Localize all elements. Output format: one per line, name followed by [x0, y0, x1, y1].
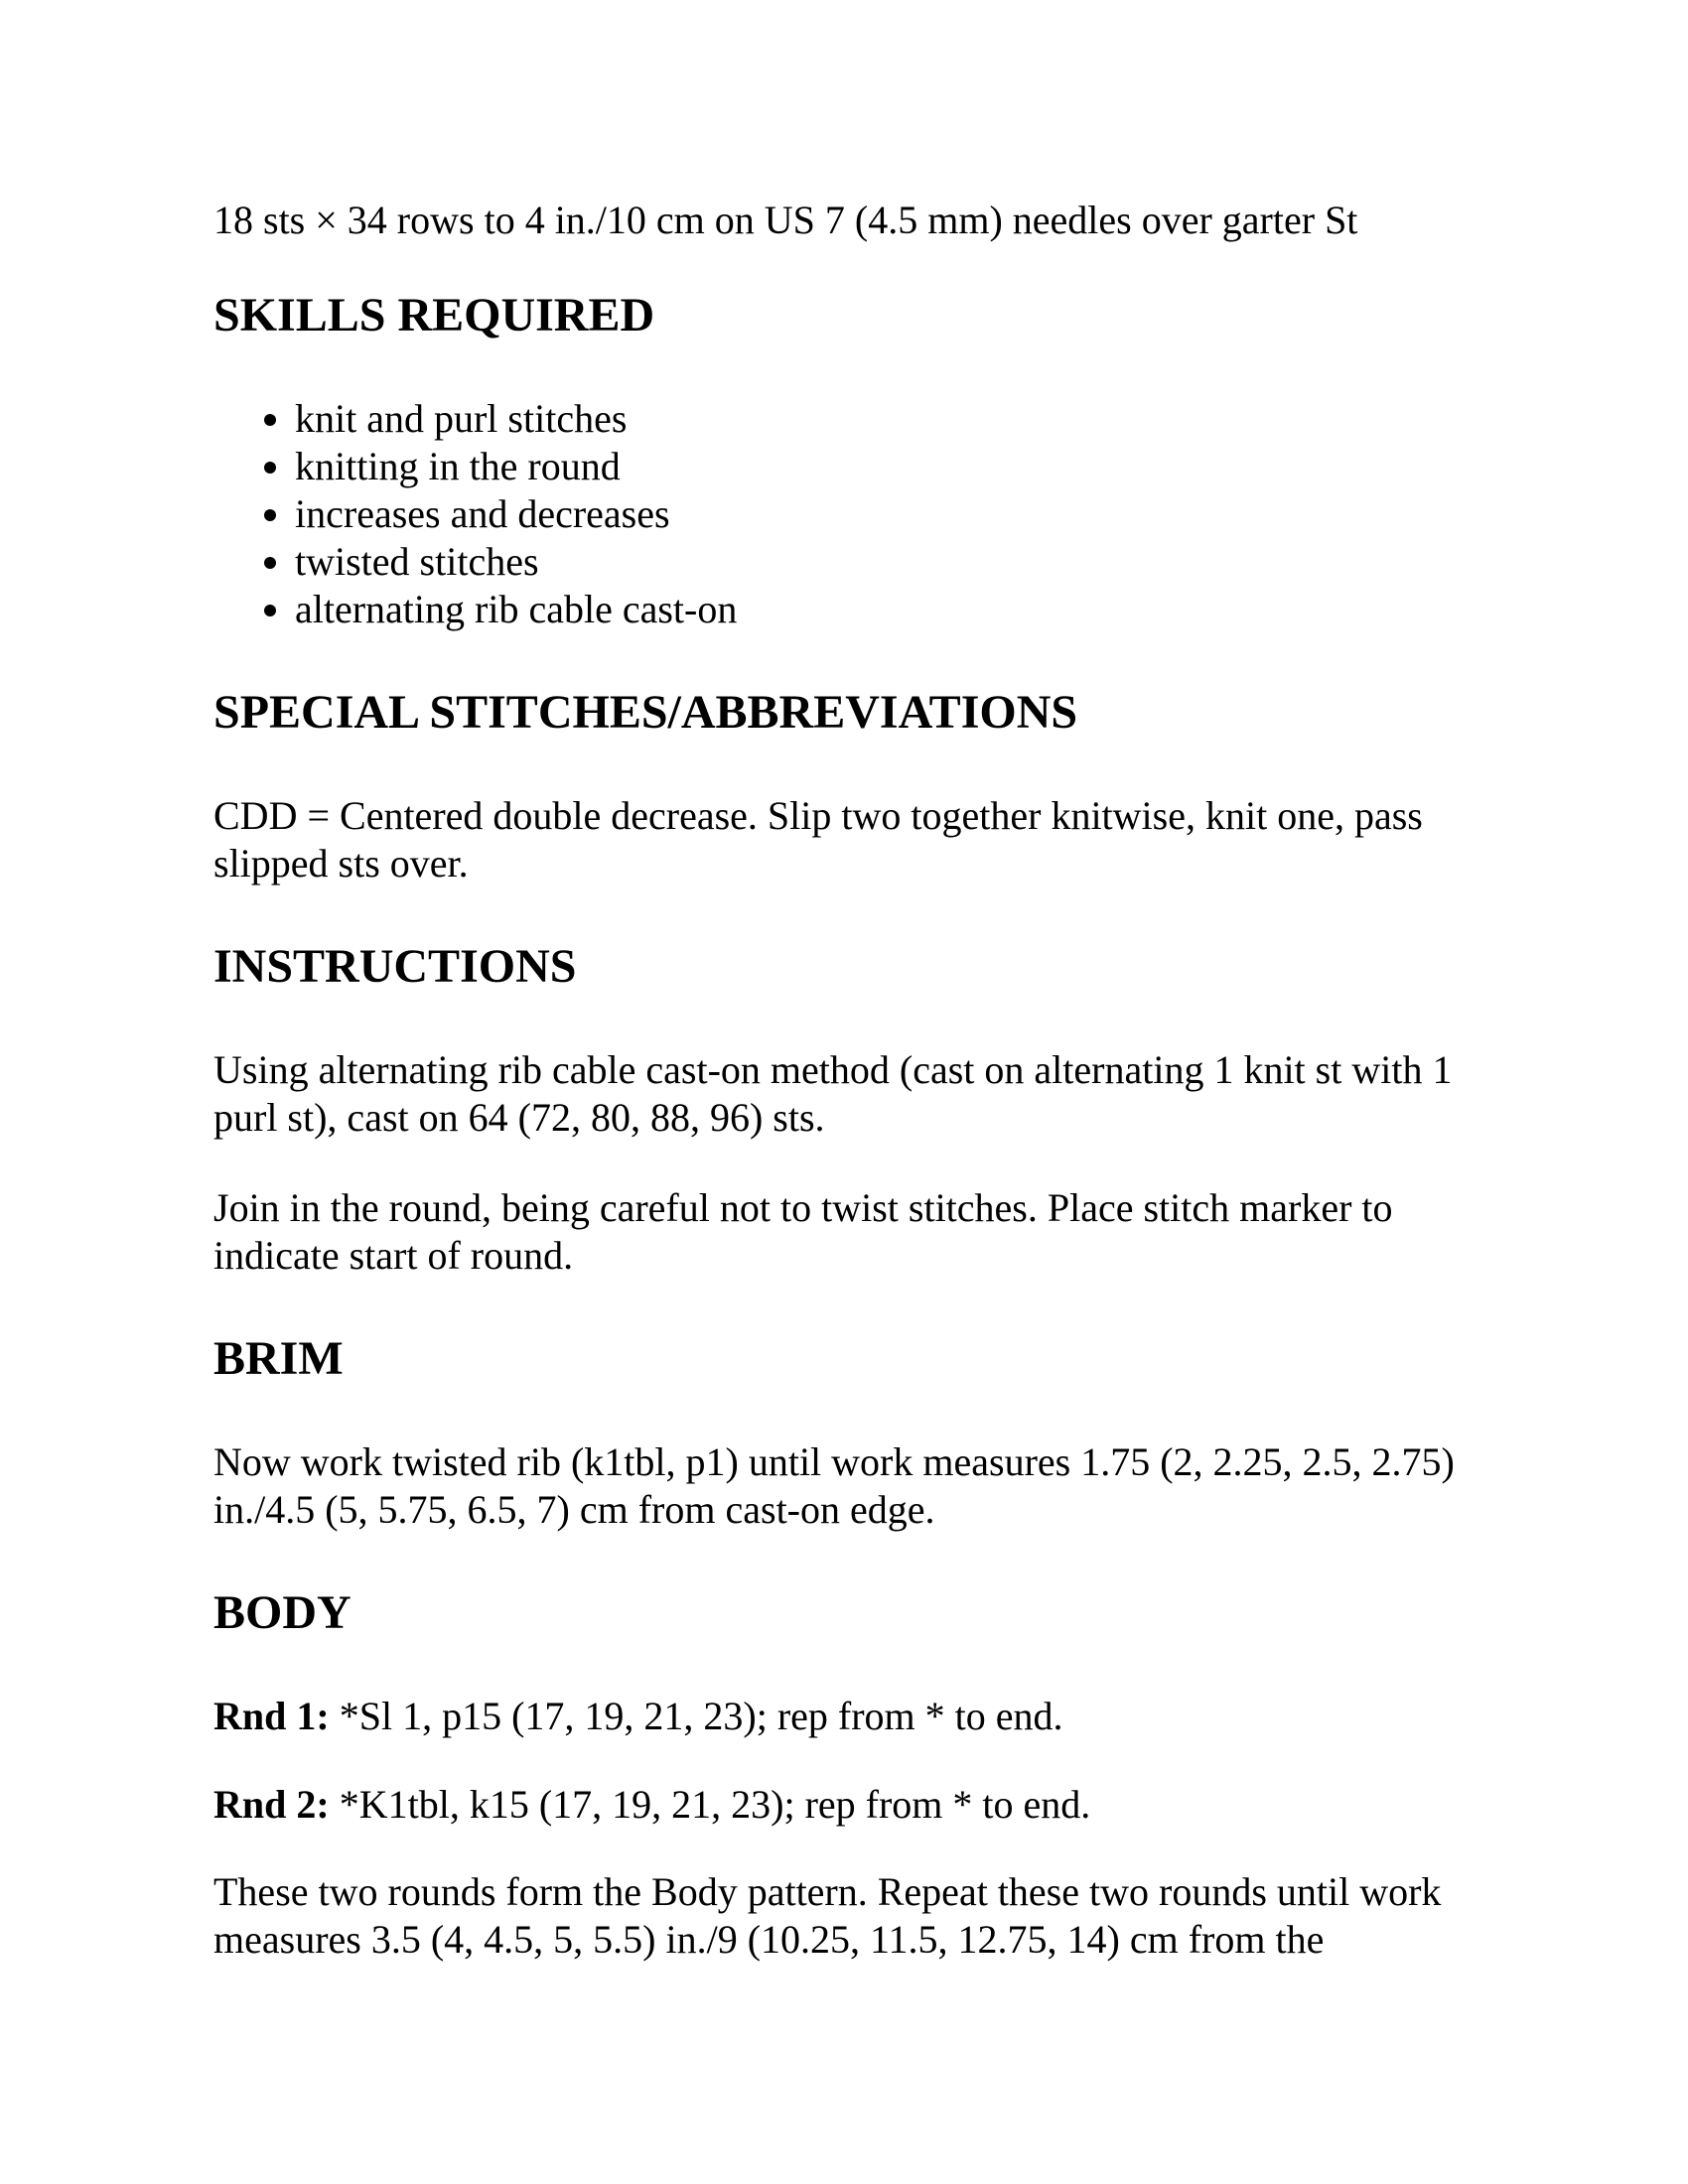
brim-paragraph: Now work twisted rib (k1tbl, p1) until work measures 1.75 (2, 2.25, 2.5, 2.75) in./4.5 (5, 5.75, 6.5, 7) cm from cast-on edge. — [213, 1439, 1455, 1532]
skills-list-item: • knitting in the round — [295, 443, 1494, 490]
round-1-label: Rnd 1: — [213, 1694, 330, 1738]
skills-list — [213, 395, 1494, 633]
skills-list-item: • knit and purl stitches — [295, 395, 1494, 443]
round-1-text: *Sl 1, p15 (17, 19, 21, 23); rep from * to end. — [329, 1694, 1063, 1738]
gauge-text: 18 sts × 34 rows to 4 in./10 cm on US 7 (4.5 mm) needles over garter St — [213, 198, 1358, 242]
brim-heading: BRIM — [213, 1332, 344, 1385]
body-pattern-paragraph: These two rounds form the Body pattern. Repeat these two rounds until work measures 3.5 (4, 4.5, 5, 5.5) in./9 (10.25, 11.5, 12.75, 14) cm from the — [213, 1869, 1442, 1962]
join-round-paragraph: Join in the round, being careful not to twist stitches. Place stitch marker to indicate start of round. — [213, 1185, 1393, 1278]
instructions-heading: INSTRUCTIONS — [213, 940, 577, 993]
skills-list-item: • alternating rib cable cast-on — [295, 586, 1494, 633]
skills-list-item: • twisted stitches — [295, 538, 1494, 586]
skills-heading: SKILLS REQUIRED — [213, 289, 655, 341]
cast-on-paragraph: Using alternating rib cable cast-on method (cast on alternating 1 knit st with 1 purl st), cast on 64 (72, 80, 88, 96) sts. — [213, 1047, 1453, 1140]
round-2-instruction — [213, 1781, 1494, 1829]
special-stitches-heading: SPECIAL STITCHES/ABBREVIATIONS — [213, 686, 1078, 739]
round-2-label: Rnd 2: — [213, 1782, 330, 1827]
document-content — [213, 197, 1494, 1964]
skills-list-item: • increases and decreases — [295, 490, 1494, 538]
cdd-definition: CDD = Centered double decrease. Slip two together knitwise, knit one, pass slipped sts over. — [213, 793, 1423, 886]
body-heading: BODY — [213, 1586, 352, 1639]
round-1-instruction — [213, 1693, 1494, 1740]
round-2-text: *K1tbl, k15 (17, 19, 21, 23); rep from * to end. — [329, 1782, 1091, 1827]
